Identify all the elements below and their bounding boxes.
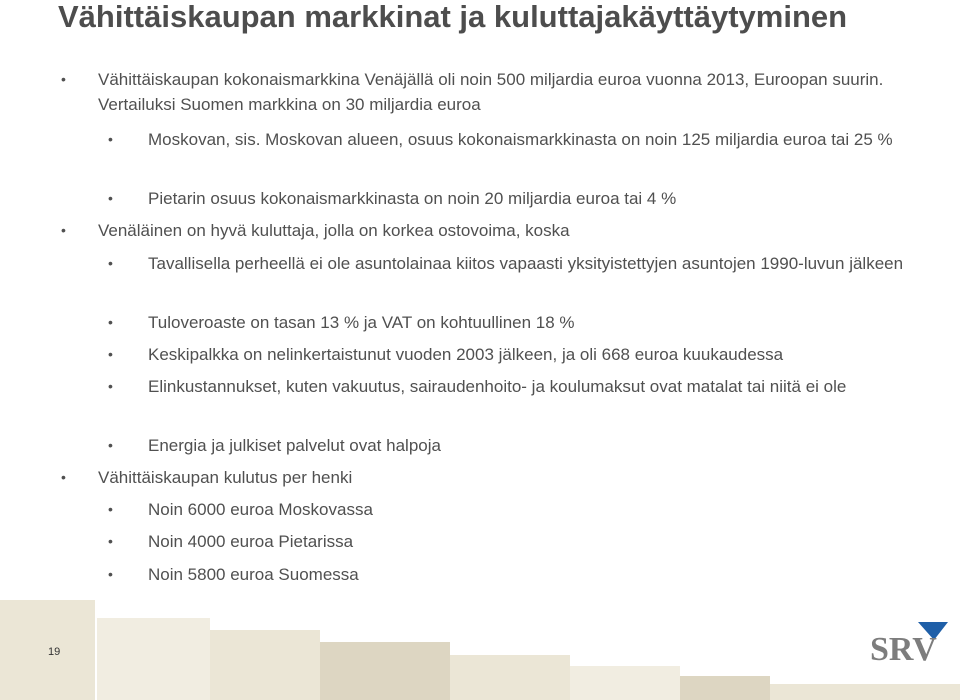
deco-block-7 [680, 676, 770, 700]
logo-text: SRV [870, 631, 937, 664]
bullet-item [108, 342, 948, 367]
bullet-text: Elinkustannukset, kuten vakuutus, sairaudenhoito- ja koulumaksut ovat matalat tai niitä ei ole [148, 377, 847, 396]
bullet-item [108, 127, 948, 152]
bullet-text: Vähittäiskaupan kokonaismarkkina Venäjällä oli noin 500 miljardia euroa vuonna 2013, Euroopan suurin. Vertailuksi Suomen markkina on 30 miljardia euroa [98, 70, 884, 114]
bullet-dot-icon: • [61, 222, 66, 238]
page-number: 19 [48, 646, 61, 658]
bullet-text: Noin 4000 euroa Pietarissa [148, 532, 354, 551]
srv-logo-icon [868, 618, 948, 664]
bullet-dot-icon: • [108, 346, 113, 362]
bullet-text: Noin 6000 euroa Moskovassa [148, 500, 373, 519]
deco-block-6 [570, 666, 680, 700]
bullet-item [61, 218, 948, 243]
bullet-item [108, 186, 948, 211]
bullet-text: Vähittäiskaupan kulutus per henki [98, 468, 353, 487]
bullet-text: Noin 5800 euroa Suomessa [148, 565, 359, 584]
bullet-text: Moskovan, sis. Moskovan alueen, osuus kokonaismarkkinasta on noin 125 miljardia euroa tai 25 % [148, 130, 893, 149]
bullet-dot-icon: • [108, 378, 113, 394]
bullet-text: Pietarin osuus kokonaismarkkinasta on noin 20 miljardia euroa tai 4 % [148, 189, 677, 208]
bullet-dot-icon: • [108, 131, 113, 147]
bullet-item [108, 497, 948, 522]
bullet-text: Tuloveroaste on tasan 13 % ja VAT on kohtuullinen 18 % [148, 313, 575, 332]
bullet-text: Keskipalkka on nelinkertaistunut vuoden 2003 jälkeen, ja oli 668 euroa kuukaudessa [148, 345, 784, 364]
bullet-item [108, 529, 948, 554]
bullet-dot-icon: • [108, 255, 113, 271]
deco-block-4 [320, 642, 450, 700]
bullet-dot-icon: • [108, 533, 113, 549]
bullet-text: Energia ja julkiset palvelut ovat halpoja [148, 436, 441, 455]
bullet-item [108, 562, 948, 587]
deco-block-8 [770, 684, 960, 700]
bullet-text: Venäläinen on hyvä kuluttaja, jolla on korkea ostovoima, koska [98, 221, 570, 240]
bullet-item [108, 433, 948, 458]
deco-block-3 [210, 630, 320, 700]
deco-block-5 [450, 655, 570, 700]
bullet-dot-icon: • [108, 501, 113, 517]
bullet-dot-icon: • [61, 71, 66, 87]
deco-block-2 [95, 618, 210, 700]
bullet-dot-icon: • [108, 314, 113, 330]
bullet-text: Tavallisella perheellä ei ole asuntolainaa kiitos vapaasti yksityistettyjen asuntojen 1990-luvun jälkeen [148, 254, 904, 273]
footer-decoration [0, 600, 960, 700]
bullet-dot-icon: • [61, 469, 66, 485]
bullet-item [108, 251, 948, 276]
bullet-item [61, 465, 948, 490]
bullet-item [108, 310, 948, 335]
bullet-dot-icon: • [108, 437, 113, 453]
bullet-item [61, 67, 948, 117]
bullet-item [108, 374, 948, 399]
bullet-dot-icon: • [108, 566, 113, 582]
slide-title: Vähittäiskaupan markkinat ja kuluttajakäyttäytyminen [58, 0, 848, 34]
deco-gap-1 [95, 600, 97, 700]
bullet-dot-icon: • [108, 190, 113, 206]
